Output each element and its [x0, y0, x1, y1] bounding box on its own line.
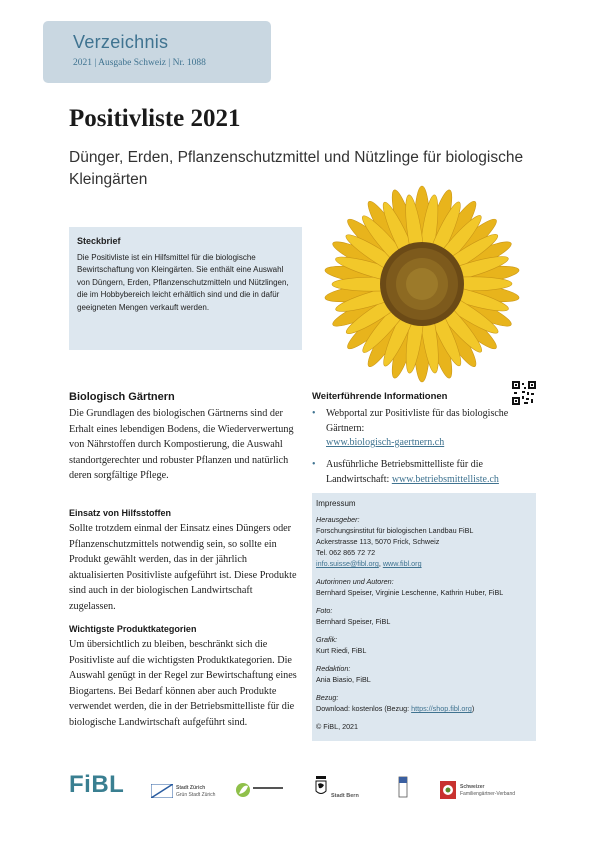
list-item-betriebsmittelliste	[312, 458, 542, 490]
list-item-text: Ausführliche Betriebsmittelliste für die Landwirtschaft:	[326, 459, 483, 485]
header-tab	[43, 21, 271, 83]
logo-text-bar	[253, 787, 283, 789]
copyright: © FiBL, 2021	[316, 722, 359, 731]
grafik-credit: Kurt Riedi, FiBL	[316, 646, 367, 655]
zurich-logo-icon	[151, 784, 173, 798]
page-subtitle: Dünger, Erden, Pflanzenschutzmittel und Nützlinge für biologische Kleingärten	[69, 149, 524, 188]
herausgeber-name: Forschungsinstitut für biologischen Landbau FiBL	[316, 526, 474, 535]
paragraph-kategorien: Um übersichtlich zu bleiben, beschränkt sich die Positivliste auf die wichtigsten Produktkategorien. Die Auswahl genügt in der Regel zur Bewirtschaftung eines Biogartens. Bei Bedarf können aber auch Produkte verwendet werden, die in der Betriebsmittelliste für die biologische Landwirtschaft aufgeführt sind.	[69, 639, 297, 728]
label-foto: Foto:	[316, 606, 333, 615]
link-biologisch-gaertnern[interactable]: www.biologisch-gaertnern.ch	[326, 437, 445, 448]
zurich-label: Stadt Zürich	[176, 785, 206, 791]
bern-crest-icon	[315, 775, 327, 797]
section-heading-kategorien: Wichtigste Produktkategorien	[69, 624, 197, 634]
schweizer-sublabel: Familiengärtner-Verband	[460, 791, 516, 797]
garden-association-logo-icon	[440, 781, 456, 799]
fibl-logo: FiBL	[69, 771, 125, 798]
herausgeber-phone: Tel. 062 865 72 72	[316, 548, 376, 557]
schweizer-label: Schweizer	[460, 784, 485, 790]
herausgeber-contact: info.suisse@fibl.org, www.fibl.org	[316, 559, 422, 568]
web-link[interactable]: www.fibl.org	[382, 559, 422, 568]
bezug-info: Download: kostenlos (Bezug: https://shop.fibl.org)	[316, 704, 475, 713]
label-bezug: Bezug:	[316, 693, 339, 702]
qr-code-icon	[512, 381, 536, 405]
redaktion-credit: Ania Biasio, FiBL	[316, 675, 371, 684]
sunflower-image	[312, 184, 532, 384]
bern-label: Stadt Bern	[331, 793, 359, 799]
list-item-webportal	[312, 407, 542, 452]
bullet-icon: •	[312, 459, 316, 470]
section-heading-bio: Biologisch Gärtnern	[69, 391, 175, 403]
side-heading: Weiterführende Informationen	[312, 391, 448, 402]
impressum-heading: Impressum	[316, 499, 356, 508]
link-betriebsmittelliste[interactable]: www.betriebsmittelliste.ch	[391, 473, 499, 485]
leaf-logo-icon	[235, 782, 251, 798]
label-redaktion: Redaktion:	[316, 664, 351, 673]
steckbrief-heading: Steckbrief	[77, 236, 121, 246]
impressum-box	[312, 493, 536, 741]
label-grafik: Grafik:	[316, 635, 338, 644]
shop-link[interactable]: https://shop.fibl.org	[411, 704, 472, 713]
steckbrief-box	[69, 227, 302, 350]
bezug-text: Download: kostenlos (Bezug:	[316, 704, 410, 713]
paragraph-einsatz: Sollte trotzdem einmal der Einsatz eines Düngers oder Pflanzenschutzmittels notwendig sein, so sollte ein Produkt gewählt werden, das in der jährlich aktualisierten Positivliste aufgeführt ist. Diese Produkte sind auch in der biologischen Landwirtschaft zugelassen.	[69, 523, 297, 612]
list-item-text: Webportal zur Positivliste für das biologische Gärtnern:	[326, 408, 509, 434]
foto-credit: Bernhard Speiser, FiBL	[316, 617, 391, 626]
label-autoren: Autorinnen und Autoren:	[316, 577, 394, 586]
tab-title: Verzeichnis	[73, 32, 169, 52]
crest-icon	[398, 776, 408, 798]
page-title: Positivliste 2021	[69, 105, 241, 132]
paragraph-bio: Die Grundlagen des biologischen Gärtnerns sind der Erhalt eines lebendigen Bodens, die Wiederverwertung von Nährstoffen durch Kompostierung, die Auswahl standortgerechter und robuster Pflanzen und natürlich deren sorgfältige Pflege.	[69, 408, 294, 482]
email-link[interactable]: info.suisse@fibl.org	[316, 559, 379, 568]
zurich-sublabel: Grün Stadt Zürich	[176, 792, 216, 798]
bullet-icon: •	[312, 408, 316, 419]
tab-subtitle: 2021 | Ausgabe Schweiz | Nr. 1088	[73, 58, 206, 68]
label-herausgeber: Herausgeber:	[316, 515, 360, 524]
section-heading-einsatz: Einsatz von Hilfsstoffen	[69, 508, 172, 518]
autoren-names: Bernhard Speiser, Virginie Leschenne, Kathrin Huber, FiBL	[316, 588, 504, 597]
herausgeber-address: Ackerstrasse 113, 5070 Frick, Schweiz	[316, 537, 440, 546]
steckbrief-text: Die Positivliste ist ein Hilfsmittel für die biologische Bewirtschaftung von Kleingärten. Sie enthält eine Auswahl von Düngern, Erden, Pflanzenschutzmitteln und Nützlingen, die im Hobbybereich leicht erhältlich sind und die in dafür geeigneten Mengen verkauft werden.	[77, 253, 289, 312]
